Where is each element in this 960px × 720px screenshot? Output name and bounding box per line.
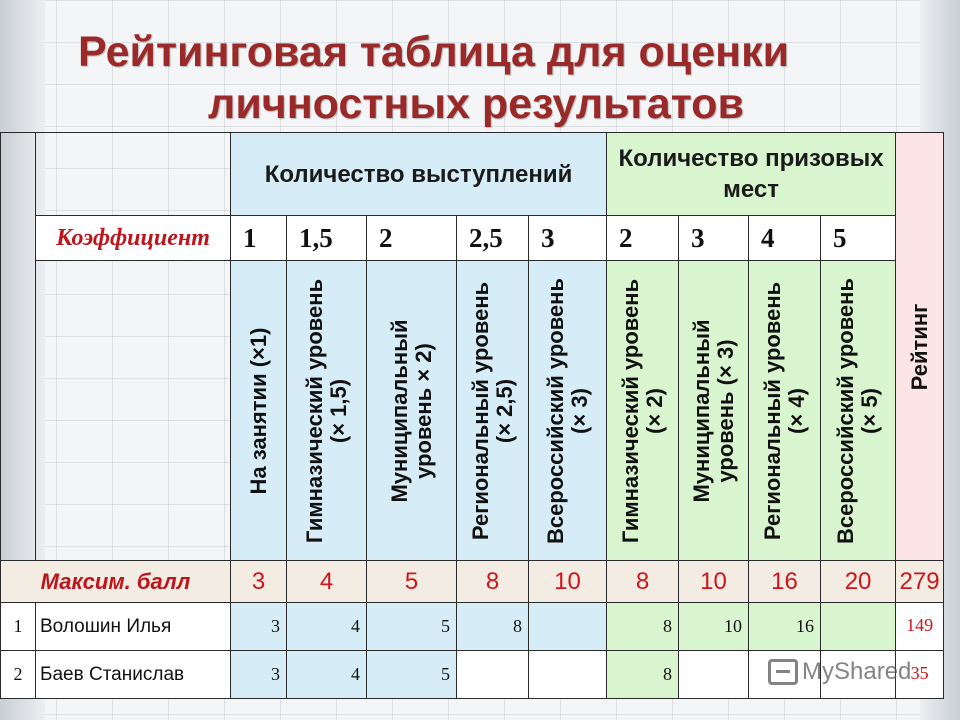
watermark-text: MyShared (802, 658, 912, 685)
column-header-2 (287, 261, 367, 561)
rating-header (896, 133, 944, 561)
rating-table (0, 132, 944, 699)
column-header-6 (607, 261, 679, 561)
score-cell: 8 (607, 603, 679, 651)
column-header-5-label: Всероссийский уровень (× 3) (542, 277, 592, 544)
column-header-6-label: Гимназический уровень (× 2) (617, 278, 667, 543)
column-header-blank (36, 261, 231, 561)
score-cell: 4 (287, 603, 367, 651)
column-header-9-label: Всероссийский уровень (× 5) (833, 277, 883, 544)
coef-label: Коэффициент (36, 216, 231, 261)
column-header-1 (231, 261, 287, 561)
group-performances-header: Количество выступлений (231, 133, 607, 216)
score-cell: 16 (749, 603, 821, 651)
coef-5: 3 (529, 216, 607, 261)
title-line-2: личностных результатов (208, 80, 744, 128)
max-score-label: Максим. балл (1, 561, 231, 603)
rating-value: 149 (896, 603, 944, 651)
max-score-4: 8 (457, 561, 529, 603)
column-header-1-label: На занятии (×1) (245, 327, 271, 494)
column-header-8 (749, 261, 821, 561)
corner-num-cell (1, 133, 36, 561)
score-cell: 4 (287, 651, 367, 699)
max-score-1: 3 (231, 561, 287, 603)
score-cell (679, 651, 749, 699)
max-score-2: 4 (287, 561, 367, 603)
coef-2: 1,5 (287, 216, 367, 261)
coef-6: 2 (607, 216, 679, 261)
student-name: Волошин Илья (36, 603, 231, 651)
column-header-8-label: Региональный уровень (× 4) (759, 281, 809, 540)
watermark (768, 658, 911, 686)
score-cell (529, 651, 607, 699)
max-score-8: 16 (749, 561, 821, 603)
coef-4: 2,5 (457, 216, 529, 261)
score-cell: 5 (367, 603, 457, 651)
slide-title (60, 26, 940, 130)
max-score-total: 279 (896, 561, 944, 603)
score-cell: 3 (231, 603, 287, 651)
column-header-3 (367, 261, 457, 561)
table-row (1, 603, 944, 651)
column-header-5 (529, 261, 607, 561)
max-score-5: 10 (529, 561, 607, 603)
coef-3: 2 (367, 216, 457, 261)
max-score-3: 5 (367, 561, 457, 603)
score-cell: 5 (367, 651, 457, 699)
score-cell (529, 603, 607, 651)
coef-7: 3 (679, 216, 749, 261)
column-header-9 (821, 261, 896, 561)
presentation-icon (768, 659, 798, 685)
rating-header-label: Рейтинг (906, 303, 932, 390)
column-header-3-label: Муниципальный уровень × 2) (386, 318, 436, 503)
max-score-6: 8 (607, 561, 679, 603)
coef-9: 5 (821, 216, 896, 261)
rating-value: 35 (896, 651, 944, 699)
group-prizes-header: Количество призовых мест (607, 133, 896, 216)
student-name: Баев Станислав (36, 651, 231, 699)
max-score-9: 20 (821, 561, 896, 603)
score-cell: 8 (607, 651, 679, 699)
column-header-7-label: Муниципальный уровень (× 3) (688, 318, 738, 503)
column-header-4 (457, 261, 529, 561)
coef-1: 1 (231, 216, 287, 261)
score-cell: 10 (679, 603, 749, 651)
max-score-7: 10 (679, 561, 749, 603)
row-number: 1 (1, 603, 36, 651)
score-cell: 8 (457, 603, 529, 651)
column-header-4-label: Региональный уровень (× 2,5) (467, 281, 517, 540)
coef-8: 4 (749, 216, 821, 261)
corner-name-cell (36, 133, 231, 216)
score-cell: 3 (231, 651, 287, 699)
score-cell (821, 603, 896, 651)
row-number: 2 (1, 651, 36, 699)
column-header-7 (679, 261, 749, 561)
score-cell (457, 651, 529, 699)
column-header-2-label: Гимназический уровень (× 1,5) (301, 278, 351, 543)
title-line-1: Рейтинговая таблица для оценки (78, 28, 790, 76)
